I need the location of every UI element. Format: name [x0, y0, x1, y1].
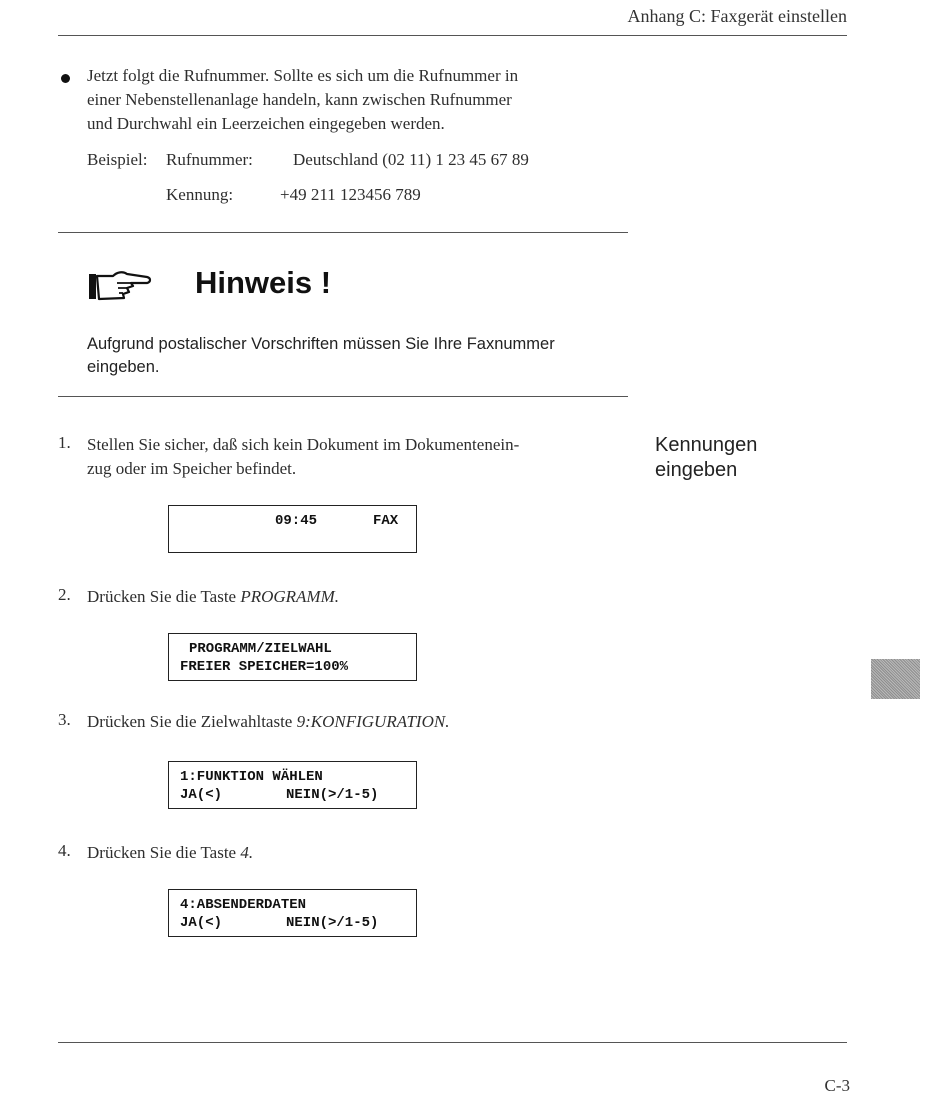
- step-key-name: 4.: [240, 843, 254, 862]
- footer-divider: [58, 1042, 847, 1043]
- lcd-display: [168, 761, 417, 809]
- lcd-line: NEIN(>/1-5): [286, 915, 379, 931]
- side-label-line: eingeben: [655, 459, 738, 481]
- step-key-name: 9:KONFIGURATION.: [296, 712, 450, 731]
- side-label-line: Kennungen: [655, 434, 758, 456]
- pointing-hand-icon: [87, 268, 153, 302]
- step-number: 1.: [58, 433, 71, 452]
- hint-text: [87, 333, 647, 379]
- step-text-main: Drücken Sie die Taste: [87, 843, 241, 862]
- hint-top-divider: [58, 232, 628, 233]
- example-label: Beispiel:: [87, 150, 148, 169]
- intro-paragraph: [87, 64, 647, 136]
- lcd-line: NEIN(>/1-5): [286, 787, 379, 803]
- step-text: [87, 710, 449, 734]
- intro-line: Jetzt folgt die Rufnummer. Sollte es sich um die Rufnummer in: [87, 66, 519, 85]
- side-label: [655, 433, 757, 483]
- step-key-name: PROGRAMM.: [240, 587, 340, 606]
- step-number: 2.: [58, 585, 71, 604]
- page-number: C-3: [824, 1076, 850, 1095]
- lcd-time: 09:45: [275, 513, 318, 529]
- step-text-main: Drücken Sie die Taste: [87, 587, 241, 606]
- lcd-line: FREIER SPEICHER=100%: [180, 659, 349, 675]
- step-text: [87, 585, 339, 609]
- header-divider: [58, 35, 847, 36]
- step-number: 3.: [58, 710, 71, 729]
- lcd-line: JA(<): [180, 787, 223, 803]
- lcd-display: [168, 633, 417, 681]
- step-number: 4.: [58, 841, 71, 860]
- page-header-title: Anhang C: Faxgerät einstellen: [627, 6, 847, 26]
- hint-title: Hinweis !: [195, 265, 332, 300]
- example-id-label: Kennung:: [166, 185, 234, 204]
- lcd-line: 1:FUNKTION WÄHLEN: [180, 769, 323, 785]
- step-text: [87, 433, 647, 481]
- example-id-value: +49 211 123456 789: [280, 185, 421, 204]
- step-text-main: Drücken Sie die Zielwahltaste: [87, 712, 297, 731]
- hint-line: eingeben.: [87, 358, 160, 376]
- lcd-display: [168, 505, 417, 553]
- hint-bottom-divider: [58, 396, 628, 397]
- step-text: [87, 841, 253, 865]
- intro-line: einer Nebenstellenanlage handeln, kann zwischen Rufnummer: [87, 90, 512, 109]
- bullet-icon: [61, 74, 70, 83]
- intro-line: und Durchwahl ein Leerzeichen eingegeben werden.: [87, 114, 445, 133]
- lcd-display: [168, 889, 417, 937]
- lcd-line: 4:ABSENDERDATEN: [180, 897, 307, 913]
- example-number-value: Deutschland (02 11) 1 23 45 67 89: [293, 150, 529, 169]
- lcd-mode: FAX: [373, 513, 399, 529]
- lcd-line: JA(<): [180, 915, 223, 931]
- step-line: zug oder im Speicher befindet.: [87, 459, 297, 478]
- chapter-thumb-tab: [871, 659, 920, 699]
- lcd-line: PROGRAMM/ZIELWAHL: [189, 641, 332, 657]
- step-line: Stellen Sie sicher, daß sich kein Dokument im Dokumentenein-: [87, 435, 520, 454]
- hint-line: Aufgrund postalischer Vorschriften müssen Sie Ihre Faxnummer: [87, 335, 555, 353]
- example-number-label: Rufnummer:: [166, 150, 253, 169]
